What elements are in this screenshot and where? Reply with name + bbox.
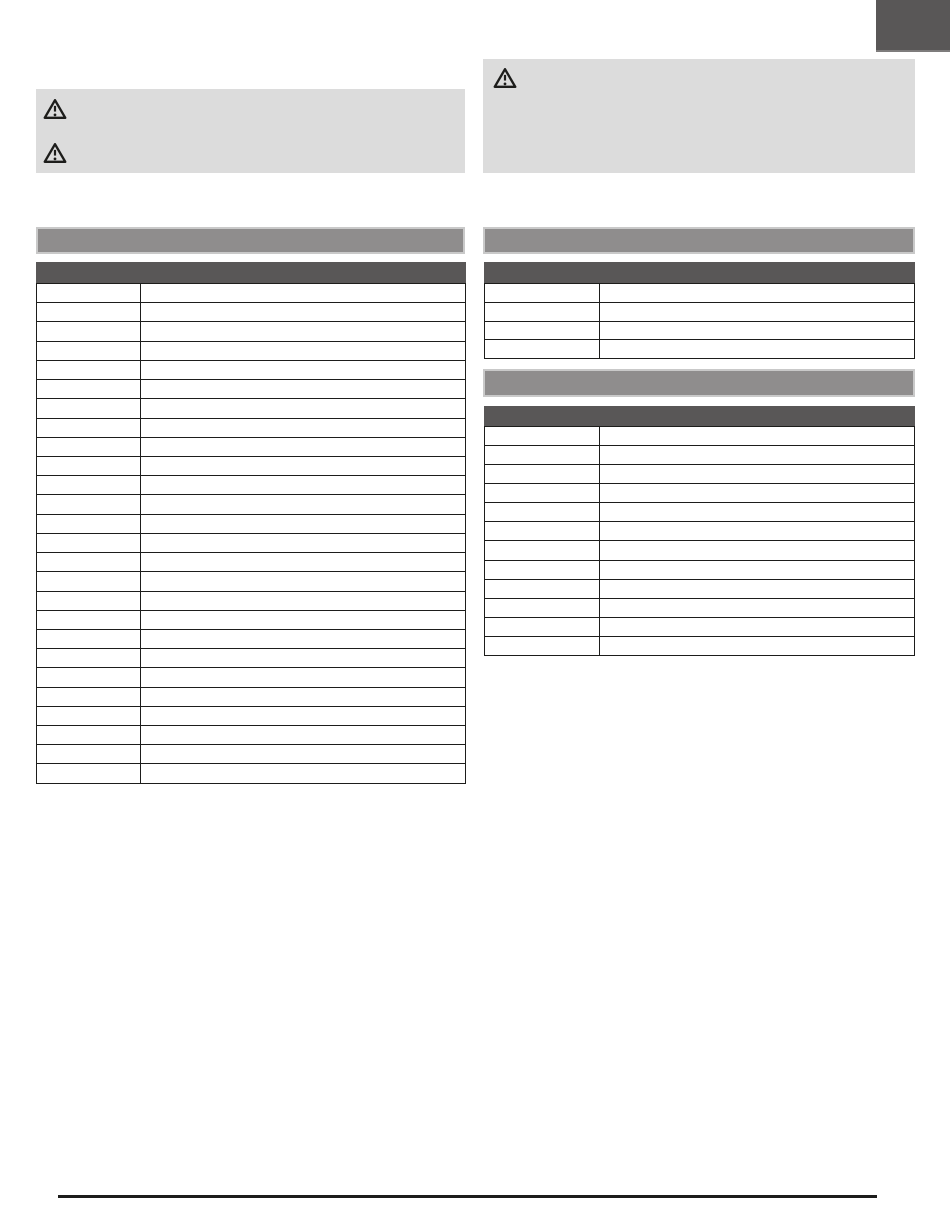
table-cell-label (37, 668, 141, 687)
table-row (37, 437, 466, 456)
table-cell-label (37, 649, 141, 668)
table-row (37, 284, 466, 303)
table-cell-label (37, 341, 141, 360)
table-cell-label (485, 284, 600, 303)
table-cell-label (37, 533, 141, 552)
table-cell-value (141, 303, 466, 322)
table-cell-label (37, 706, 141, 725)
table-cell-label (37, 476, 141, 495)
table-cell-label (37, 380, 141, 399)
table-row (485, 503, 915, 522)
table-cell-label (37, 360, 141, 379)
table-cell-value (141, 418, 466, 437)
table-cell-label (37, 745, 141, 764)
table-cell-label (37, 610, 141, 629)
table-row (37, 341, 466, 360)
table-row (37, 610, 466, 629)
table-cell-value (600, 598, 915, 617)
table-row (485, 617, 915, 636)
table-cell-value (600, 284, 915, 303)
table-row (37, 572, 466, 591)
table-cell-label (485, 340, 600, 359)
table-row (37, 706, 466, 725)
table-row (485, 321, 915, 340)
table-row (37, 591, 466, 610)
table-cell-value (600, 465, 915, 484)
warning-triangle-icon (43, 142, 67, 164)
table-cell-value (600, 541, 915, 560)
footer-rule (58, 1195, 877, 1198)
table-cell-value (141, 322, 466, 341)
table-cell-value (141, 572, 466, 591)
table-row (485, 541, 915, 560)
table-row (37, 476, 466, 495)
table-row (37, 745, 466, 764)
table-cell-value (141, 591, 466, 610)
right-table-1 (484, 283, 915, 359)
table-row (485, 636, 915, 655)
right-table-2 (484, 426, 915, 656)
table-cell-label (37, 322, 141, 341)
table-row (37, 668, 466, 687)
table-row (485, 598, 915, 617)
table-cell-label (485, 302, 600, 321)
table-cell-label (37, 726, 141, 745)
table-cell-label (485, 484, 600, 503)
table-cell-value (141, 687, 466, 706)
table-row (485, 522, 915, 541)
table-row (37, 399, 466, 418)
table-cell-value (141, 399, 466, 418)
table-cell-label (37, 399, 141, 418)
table-cell-value (141, 668, 466, 687)
table-cell-value (141, 476, 466, 495)
left-table (36, 283, 466, 784)
table-cell-label (37, 591, 141, 610)
table-row (485, 340, 915, 359)
table-row (485, 427, 915, 446)
right-table1-header-bar (484, 262, 915, 283)
table-cell-value (600, 522, 915, 541)
warning-triangle-icon (43, 98, 67, 120)
table-row (37, 687, 466, 706)
table-cell-value (600, 503, 915, 522)
table-cell-label (485, 522, 600, 541)
table-cell-value (141, 514, 466, 533)
table-cell-label (485, 560, 600, 579)
table-row (37, 764, 466, 784)
table-cell-value (141, 610, 466, 629)
table-cell-value (141, 360, 466, 379)
table-cell-value (141, 745, 466, 764)
table-row (37, 360, 466, 379)
table-cell-value (141, 341, 466, 360)
left-table-header-bar (36, 262, 466, 283)
left-section-title-bar (36, 227, 465, 254)
table-row (485, 579, 915, 598)
right-warning-box (483, 59, 915, 173)
table-cell-label (37, 629, 141, 648)
table-cell-value (141, 553, 466, 572)
table-cell-label (37, 456, 141, 475)
left-warning-box (36, 89, 465, 173)
table-cell-label (485, 636, 600, 655)
table-cell-label (37, 514, 141, 533)
table-cell-value (141, 495, 466, 514)
table-row (37, 303, 466, 322)
table-row (37, 456, 466, 475)
table-cell-value (141, 706, 466, 725)
table-row (485, 484, 915, 503)
table-row (37, 649, 466, 668)
table-cell-value (600, 484, 915, 503)
table-cell-value (141, 437, 466, 456)
right-section2-title-bar (483, 369, 915, 397)
table-cell-value (600, 636, 915, 655)
table-row (37, 380, 466, 399)
table-cell-label (485, 579, 600, 598)
table-row (485, 284, 915, 303)
table-cell-label (37, 437, 141, 456)
page-corner-tab (876, 0, 950, 52)
table-cell-value (600, 579, 915, 598)
table-cell-label (485, 598, 600, 617)
table-cell-label (485, 617, 600, 636)
warning-triangle-icon (493, 67, 517, 89)
table-row (485, 302, 915, 321)
table-cell-label (485, 541, 600, 560)
table-cell-value (600, 427, 915, 446)
table-cell-value (141, 764, 466, 784)
table-row (37, 533, 466, 552)
table-cell-label (37, 418, 141, 437)
table-cell-label (37, 284, 141, 303)
table-row (485, 465, 915, 484)
table-row (485, 560, 915, 579)
right-table2-header-bar (484, 406, 915, 426)
right-section1-title-bar (483, 227, 915, 254)
table-cell-value (600, 617, 915, 636)
table-cell-label (485, 503, 600, 522)
table-cell-label (37, 764, 141, 784)
table-row (37, 629, 466, 648)
table-row (485, 446, 915, 465)
table-cell-value (600, 560, 915, 579)
table-cell-value (141, 456, 466, 475)
table-row (37, 553, 466, 572)
table-row (37, 418, 466, 437)
table-cell-value (141, 629, 466, 648)
table-cell-label (485, 321, 600, 340)
table-cell-value (141, 533, 466, 552)
table-cell-value (141, 380, 466, 399)
table-cell-label (485, 446, 600, 465)
table-cell-label (485, 465, 600, 484)
table-cell-label (37, 495, 141, 514)
table-cell-value (600, 302, 915, 321)
table-cell-label (485, 427, 600, 446)
table-cell-label (37, 687, 141, 706)
table-row (37, 726, 466, 745)
table-cell-label (37, 303, 141, 322)
table-cell-label (37, 572, 141, 591)
table-row (37, 514, 466, 533)
table-row (37, 322, 466, 341)
table-cell-value (141, 284, 466, 303)
table-cell-value (141, 726, 466, 745)
table-cell-label (37, 553, 141, 572)
table-row (37, 495, 466, 514)
table-cell-value (600, 321, 915, 340)
table-cell-value (600, 446, 915, 465)
table-cell-value (141, 649, 466, 668)
table-cell-value (600, 340, 915, 359)
